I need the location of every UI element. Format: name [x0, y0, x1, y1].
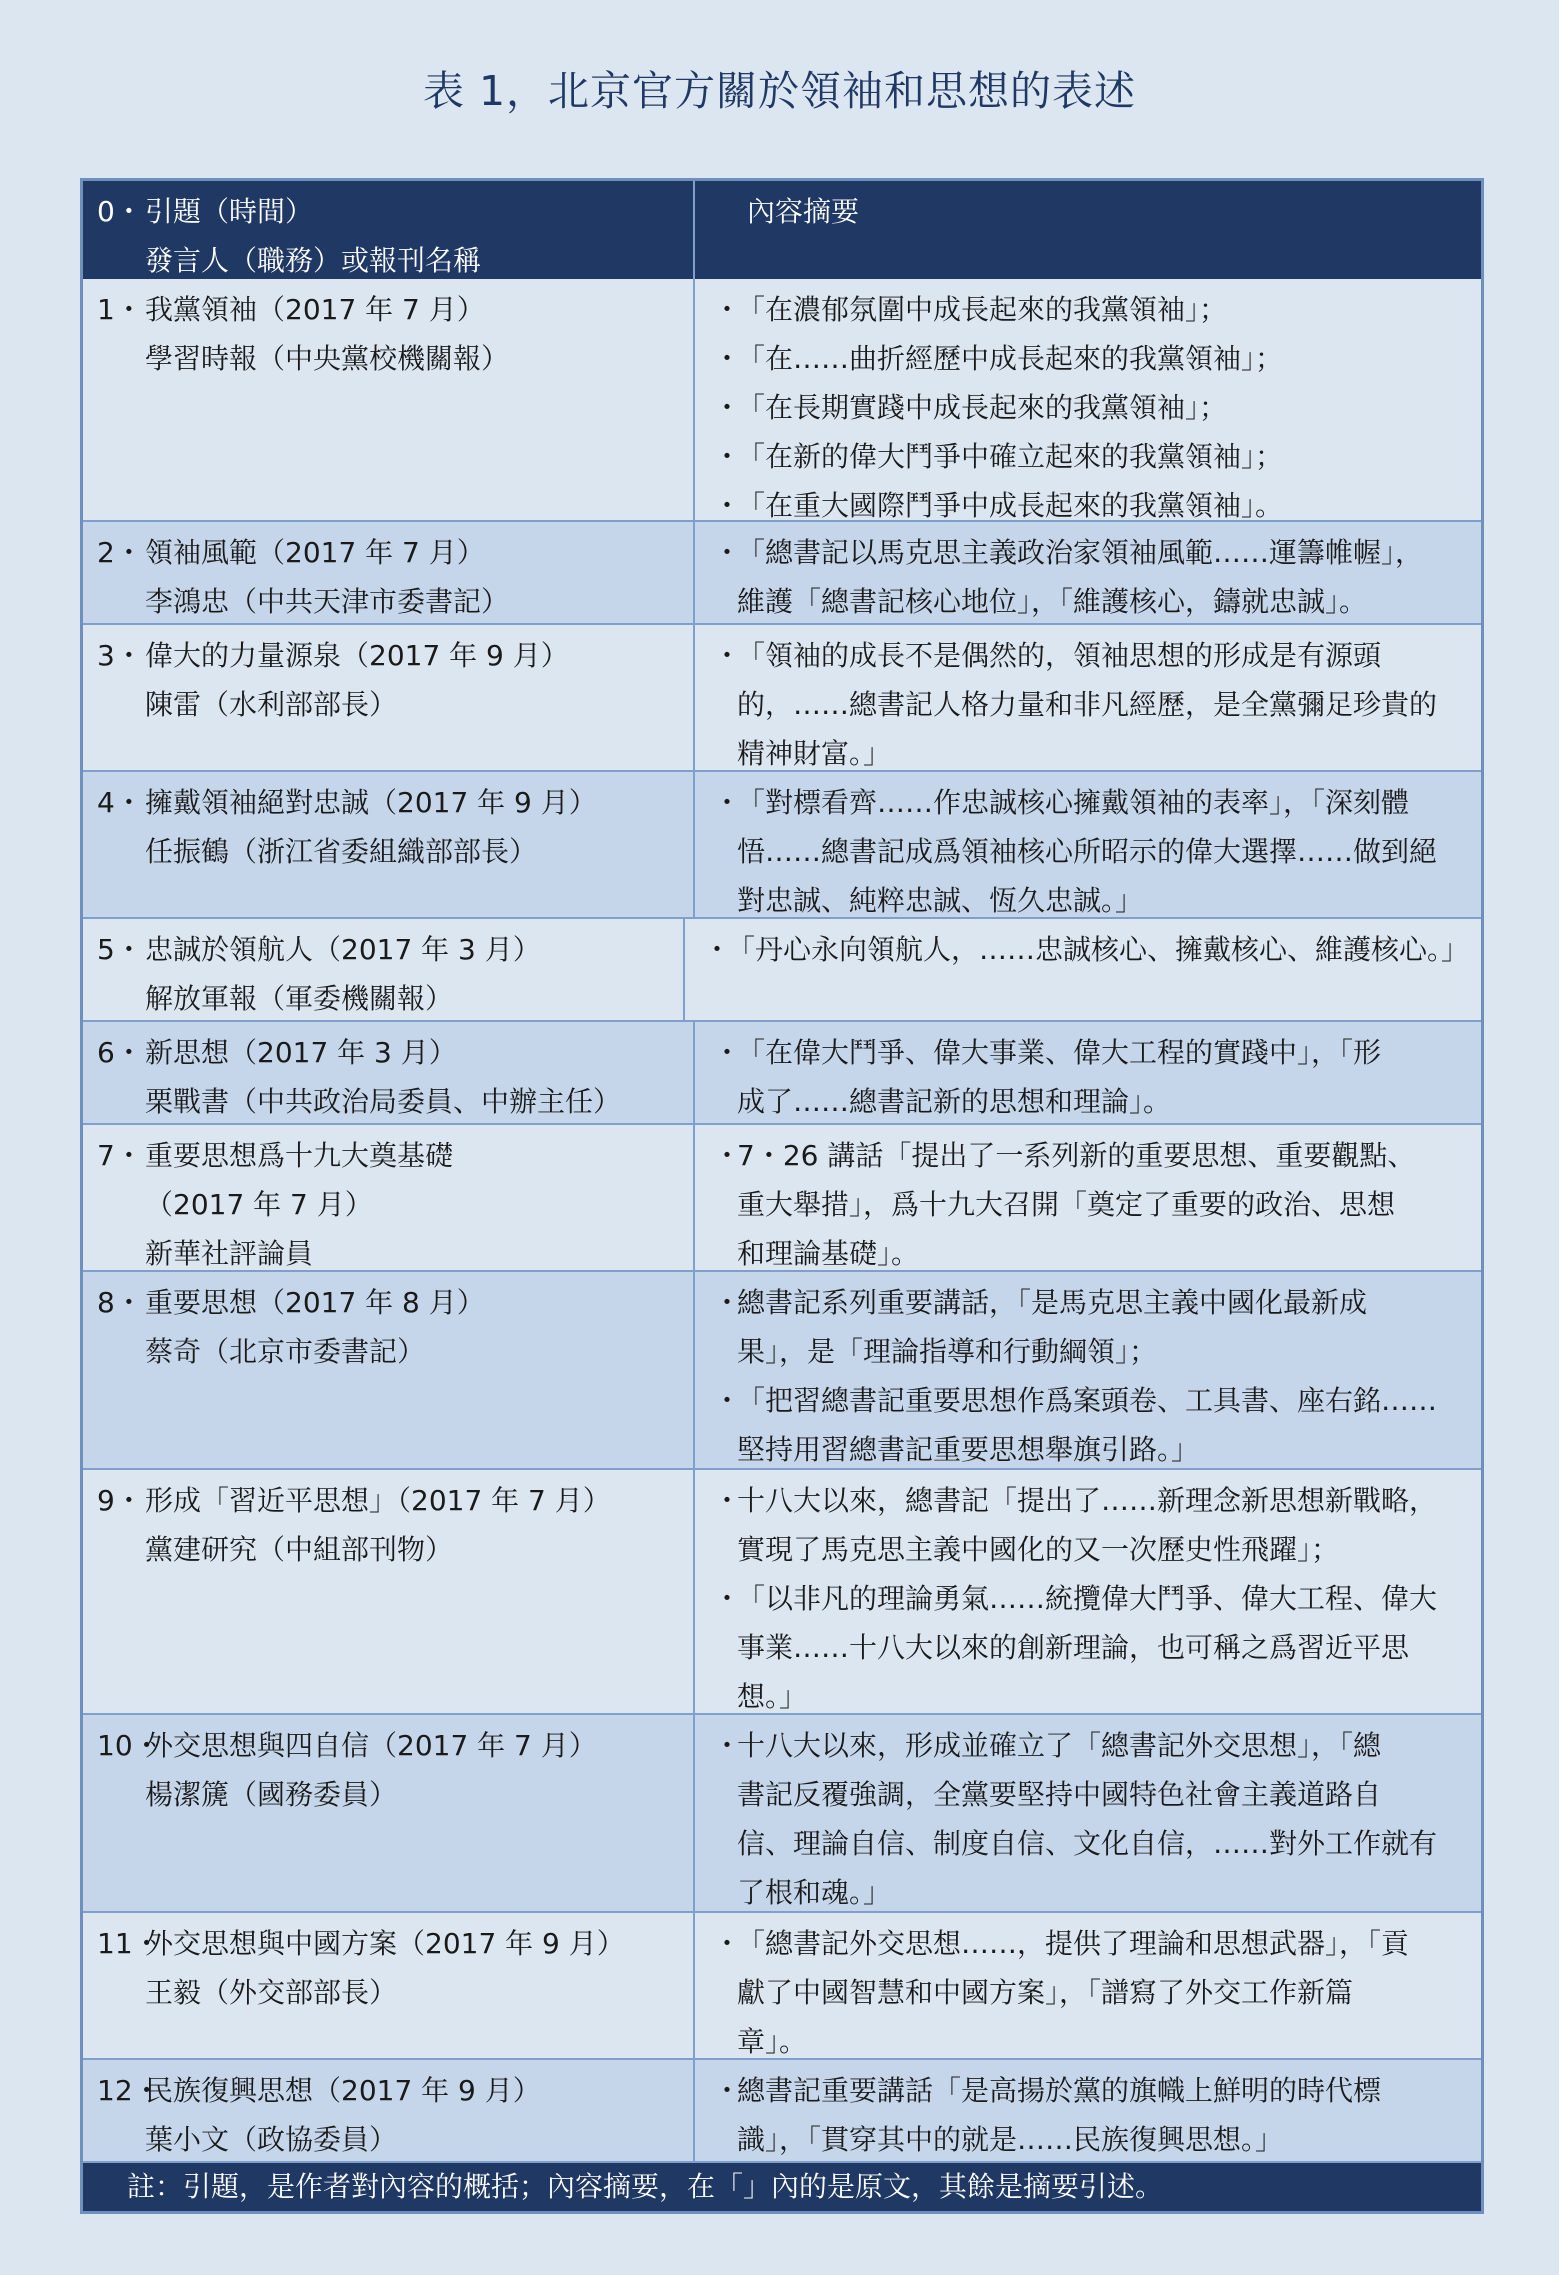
summary-text-line: 了根和魂。」	[737, 1876, 892, 1909]
summary-bullet	[713, 631, 1469, 778]
bullet-marker: ・	[713, 391, 742, 424]
summary-bullet	[713, 383, 1469, 432]
bullet-marker: ・	[713, 2074, 742, 2107]
row-number: 1・	[97, 293, 143, 326]
table-footnote: 註：引題，是作者對內容的概括；內容摘要，在「」內的是原文，其餘是摘要引述。	[83, 2161, 1481, 2211]
row-topic-line	[97, 631, 693, 680]
row-topic-line	[97, 925, 683, 974]
bullet-marker: ・	[713, 1582, 742, 1615]
summary-text-line: 十八大以來，總書記「提出了……新理念新思想新戰略，	[737, 1484, 1438, 1517]
bullet-marker: ・	[713, 1384, 742, 1417]
summary-text-line: 「總書記以馬克思主義政治家領袖風範……運籌帷幄」，	[737, 536, 1424, 569]
row-source-cell	[83, 1272, 695, 1468]
summary-text-line: 「對標看齊……作忠誠核心擁戴領袖的表率」，「深刻體	[737, 786, 1410, 819]
summary-text-line: 獻了中國智慧和中國方案」，「譜寫了外交工作新篇	[737, 1976, 1354, 2009]
row-topic: 領袖風範（2017 年 7 月）	[145, 536, 485, 569]
row-topic-line	[97, 1721, 693, 1770]
row-summary-cell	[695, 522, 1481, 623]
summary-text-line: 維護「總書記核心地位」，「維護核心，鑄就忠誠」。	[737, 585, 1368, 618]
row-speaker: 陳雷（水利部部長）	[145, 688, 398, 721]
row-summary-cell	[695, 1470, 1481, 1713]
bullet-marker: ・	[713, 786, 742, 819]
summary-text-line: 「把習總書記重要思想作爲案頭卷、工具書、座右銘……	[737, 1384, 1438, 1417]
summary-bullet	[713, 285, 1469, 334]
table-row	[83, 1270, 1481, 1468]
bullet-marker: ・	[713, 342, 742, 375]
table-header	[83, 181, 1481, 279]
summary-text-line: 「在偉大鬥爭、偉大事業、偉大工程的實踐中」，「形	[737, 1036, 1382, 1069]
row-number: 2・	[97, 536, 143, 569]
row-topic-line	[97, 1131, 693, 1180]
summary-text-line: 總書記重要講話「是高揚於黨的旗幟上鮮明的時代標	[737, 2074, 1382, 2107]
bullet-marker: ・	[713, 1036, 742, 1069]
row-speaker: 李鴻忠（中共天津市委書記）	[145, 585, 510, 618]
summary-text-line: 「在……曲折經歷中成長起來的我黨領袖」；	[737, 342, 1284, 375]
row-number: 10・	[97, 1729, 161, 1762]
row-speaker: 新華社評論員	[145, 1237, 314, 1270]
row-number: 11・	[97, 1927, 161, 1960]
row-topic: 民族復興思想（2017 年 9 月）	[145, 2074, 541, 2107]
table-row	[83, 623, 1481, 770]
summary-bullet	[713, 2066, 1469, 2164]
header-col-summary	[695, 181, 1481, 279]
header-col-source	[83, 181, 695, 279]
table-row	[83, 1911, 1481, 2058]
row-number: 3・	[97, 639, 143, 672]
row-number: 7・	[97, 1139, 143, 1172]
table-row	[83, 917, 1481, 1020]
summary-text-line: 堅持用習總書記重要思想舉旗引路。」	[737, 1433, 1200, 1466]
bullet-marker: ・	[713, 639, 742, 672]
summary-text-line: 精神財富。」	[737, 737, 892, 770]
summary-text-line: 「以非凡的理論勇氣……統攬偉大鬥爭、偉大工程、偉大	[737, 1582, 1438, 1615]
row-source-cell	[83, 919, 685, 1020]
row-topic: 外交思想與四自信（2017 年 7 月）	[145, 1729, 597, 1762]
summary-text-line: 「在濃郁氛圍中成長起來的我黨領袖」；	[737, 293, 1228, 326]
table-row	[83, 1020, 1481, 1123]
summary-text-line: 「丹心永向領航人，……忠誠核心、擁戴核心、維護核心。」	[726, 933, 1469, 966]
table-row	[83, 770, 1481, 917]
row-source-cell	[83, 1125, 695, 1270]
row-source-cell	[83, 625, 695, 770]
row-topic: 擁戴領袖絕對忠誠（2017 年 9 月）	[145, 786, 597, 819]
row-number: 8・	[97, 1286, 143, 1319]
row-topic-line	[97, 1476, 693, 1525]
row-source-cell	[83, 1470, 695, 1713]
row-topic-line	[97, 1028, 693, 1077]
row-summary-cell	[695, 1022, 1481, 1123]
row-source-cell	[83, 2060, 695, 2161]
row-speaker: 黨建研究（中組部刊物）	[145, 1533, 454, 1566]
row-source-cell	[83, 1715, 695, 1911]
table-row	[83, 1123, 1481, 1270]
summary-bullet	[713, 1278, 1469, 1376]
summary-bullet	[713, 1574, 1469, 1721]
bullet-marker: ・	[702, 933, 731, 966]
summary-bullet	[713, 432, 1469, 481]
summary-text-line: 十八大以來，形成並確立了「總書記外交思想」，「總	[737, 1729, 1382, 1762]
header-topic-label: 引題（時間）	[145, 195, 314, 228]
summary-bullet	[713, 334, 1469, 383]
bullet-marker: ・	[713, 293, 742, 326]
row-topic-line	[97, 2066, 693, 2115]
bullet-marker: ・	[713, 1139, 742, 1172]
row-summary-cell	[695, 2060, 1481, 2161]
row-topic-line	[97, 528, 693, 577]
row-topic: 外交思想與中國方案（2017 年 9 月）	[145, 1927, 625, 1960]
summary-bullet	[703, 925, 1469, 974]
row-number: 4・	[97, 786, 143, 819]
summary-text-line: 成了……總書記新的思想和理論」。	[737, 1085, 1172, 1118]
summary-text-line: 書記反覆強調，全黨要堅持中國特色社會主義道路自	[737, 1778, 1382, 1811]
row-summary-cell	[695, 1913, 1481, 2058]
summary-text-line: 重大舉措」，爲十九大召開「奠定了重要的政治、思想	[737, 1188, 1396, 1221]
summary-text-line: 「在重大國際鬥爭中成長起來的我黨領袖」。	[737, 489, 1284, 522]
summary-text-line: 對忠誠、純粹忠誠、恆久忠誠。」	[737, 884, 1144, 917]
row-number: 5・	[97, 933, 143, 966]
summary-text-line: 「在長期實踐中成長起來的我黨領袖」；	[737, 391, 1228, 424]
row-topic: 重要思想爲十九大奠基礎	[145, 1139, 454, 1172]
row-speaker: 葉小文（政協委員）	[145, 2123, 398, 2156]
summary-text-line: 悟……總書記成爲領袖核心所昭示的偉大選擇……做到絕	[737, 835, 1438, 868]
summary-bullet	[713, 1721, 1469, 1917]
summary-text-line: 章」。	[737, 2025, 808, 2058]
row-speaker: 解放軍報（軍委機關報）	[145, 982, 454, 1015]
row-summary-cell	[695, 772, 1481, 917]
bullet-marker: ・	[713, 1484, 742, 1517]
row-source-cell	[83, 1022, 695, 1123]
row-number: 9・	[97, 1484, 143, 1517]
summary-bullet	[713, 1028, 1469, 1126]
row-source-cell	[83, 772, 695, 917]
table-row	[83, 1468, 1481, 1713]
bullet-marker: ・	[713, 1286, 742, 1319]
summary-bullet	[713, 528, 1469, 626]
table-row	[83, 279, 1481, 520]
summary-bullet	[713, 1376, 1469, 1474]
row-summary-cell	[695, 1715, 1481, 1911]
row-topic: 偉大的力量源泉（2017 年 9 月）	[145, 639, 569, 672]
summary-bullet	[713, 1131, 1469, 1278]
row-topic-continued: （2017 年 7 月）	[145, 1188, 373, 1221]
row-speaker: 蔡奇（北京市委書記）	[145, 1335, 426, 1368]
summary-text-line: 想。」	[737, 1680, 808, 1713]
row-source-cell	[83, 1913, 695, 2058]
row-speaker: 栗戰書（中共政治局委員、中辦主任）	[145, 1085, 622, 1118]
summary-bullet	[713, 1919, 1469, 2066]
row-summary-cell	[695, 625, 1481, 770]
summary-text-line: 「領袖的成長不是偶然的，領袖思想的形成是有源頭	[737, 639, 1382, 672]
bullet-marker: ・	[713, 489, 742, 522]
row-speaker: 任振鶴（浙江省委組織部部長）	[145, 835, 538, 868]
summary-table	[80, 178, 1484, 2214]
row-topic: 形成「習近平思想」（2017 年 7 月）	[145, 1484, 611, 1517]
bullet-marker: ・	[713, 440, 742, 473]
header-summary-label: 內容摘要	[747, 195, 860, 228]
summary-text-line: 信、理論自信、制度自信、文化自信，……對外工作就有	[737, 1827, 1438, 1860]
row-source-cell	[83, 279, 695, 520]
summary-text-line: 果」，是「理論指導和行動綱領」；	[737, 1335, 1158, 1368]
bullet-marker: ・	[713, 1729, 742, 1762]
row-summary-cell	[695, 1125, 1481, 1270]
row-summary-cell	[695, 279, 1481, 520]
row-topic-line	[97, 778, 693, 827]
row-speaker: 楊潔篪（國務委員）	[145, 1778, 398, 1811]
row-topic-line	[97, 285, 693, 334]
row-topic: 忠誠於領航人（2017 年 3 月）	[145, 933, 541, 966]
row-topic-line	[97, 1278, 693, 1327]
summary-bullet	[713, 1476, 1469, 1574]
summary-text-line: 總書記系列重要講話，「是馬克思主義中國化最新成	[737, 1286, 1368, 1319]
page-title: 表 1，北京官方關於領袖和思想的表述	[422, 67, 1137, 115]
row-speaker: 學習時報（中央黨校機關報）	[145, 342, 510, 375]
summary-text-line: 的，……總書記人格力量和非凡經歷，是全黨彌足珍貴的	[737, 688, 1438, 721]
table-row	[83, 2058, 1481, 2161]
summary-text-line: 「在新的偉大鬥爭中確立起來的我黨領袖」；	[737, 440, 1284, 473]
row-topic: 我黨領袖（2017 年 7 月）	[145, 293, 485, 326]
summary-text-line: 實現了馬克思主義中國化的又一次歷史性飛躍」；	[737, 1533, 1340, 1566]
row-topic-line	[97, 1919, 693, 1968]
row-topic: 重要思想（2017 年 8 月）	[145, 1286, 485, 1319]
row-summary-cell	[685, 919, 1481, 1020]
summary-text-line: 和理論基礎」。	[737, 1237, 920, 1270]
row-number: 6・	[97, 1036, 143, 1069]
bullet-marker: ・	[713, 1927, 742, 1960]
table-row	[83, 520, 1481, 623]
table-row	[83, 1713, 1481, 1911]
header-speaker-label: 發言人（職務）或報刊名稱	[145, 244, 482, 277]
summary-text-line: 事業……十八大以來的創新理論，也可稱之爲習近平思	[737, 1631, 1410, 1664]
row-number: 12・	[97, 2074, 161, 2107]
bullet-marker: ・	[713, 536, 742, 569]
summary-text-line: 7・26 講話「提出了一系列新的重要思想、重要觀點、	[737, 1139, 1416, 1172]
summary-text-line: 識」，「貫穿其中的就是……民族復興思想。」	[737, 2123, 1284, 2156]
summary-text-line: 「總書記外交思想……，提供了理論和思想武器」，「貢	[737, 1927, 1410, 1960]
row-summary-cell	[695, 1272, 1481, 1468]
row-topic: 新思想（2017 年 3 月）	[145, 1036, 457, 1069]
header-num: 0・	[97, 195, 143, 228]
row-source-cell	[83, 522, 695, 623]
row-speaker: 王毅（外交部部長）	[145, 1976, 398, 2009]
summary-bullet	[713, 778, 1469, 925]
